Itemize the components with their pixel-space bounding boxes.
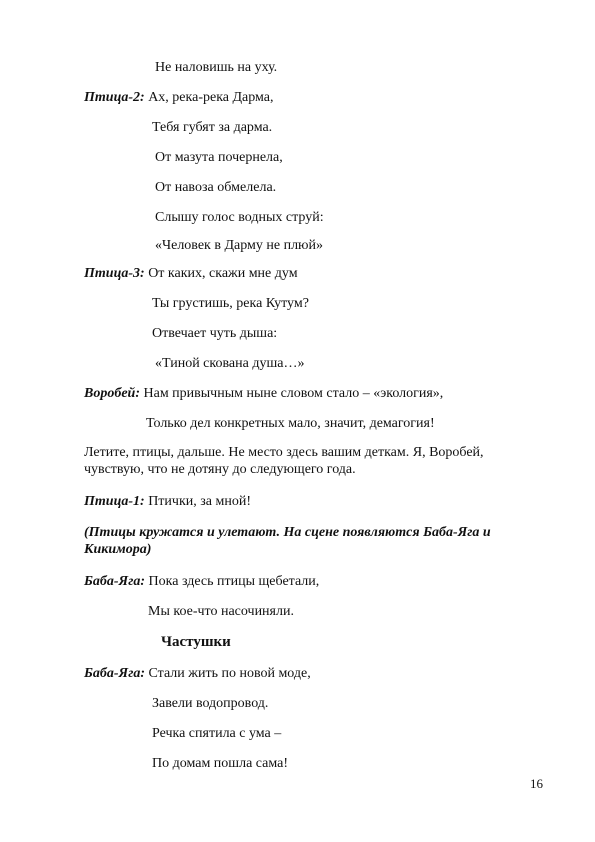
verse-line: Завели водопровод. [152, 696, 269, 711]
verse-line: Слышу голос водных струй: [155, 210, 324, 225]
verse-text: От каких, скажи мне дум [148, 266, 298, 281]
speaker-name: Птица-3: [84, 266, 145, 281]
speaker-line [84, 90, 274, 106]
verse-line: Отвечает чуть дыша: [152, 326, 278, 341]
speaker-line [84, 666, 311, 682]
verse-line: От навоза обмелела. [155, 180, 277, 195]
section-heading: Частушки [161, 634, 231, 650]
verse-line: Мы кое-что насочиняли. [148, 604, 294, 619]
verse-text: Пока здесь птицы щебетали, [148, 574, 320, 589]
verse-text: Стали жить по новой моде, [148, 666, 311, 681]
verse-text: Нам привычным ныне словом стало – «экология», [143, 386, 444, 401]
speaker-name: Баба-Яга: [84, 666, 146, 681]
verse-text: Ах, река-река Дарма, [148, 90, 274, 105]
verse-line: «Тиной скована душа…» [155, 356, 305, 371]
speaker-name: Воробей: [84, 386, 140, 401]
verse-line: Не наловишь на уху. [155, 60, 278, 75]
speaker-name: Баба-Яга: [84, 574, 146, 589]
speaker-line [84, 266, 298, 282]
speaker-line [84, 386, 443, 402]
stage-direction: (Птицы кружатся и улетают. На сцене появляются Баба-Яга и Кикимора) [84, 525, 491, 557]
verse-line: От мазута почернела, [155, 150, 283, 165]
verse-line: «Человек в Дарму не плюй» [155, 238, 323, 253]
verse-line: По домам пошла сама! [152, 756, 289, 771]
speaker-line [84, 494, 251, 510]
prose-paragraph: Летите, птицы, дальше. Не место здесь вашим деткам. Я, Воробей, чувствую, что не дотяну до следующего года. [84, 445, 484, 477]
speaker-name: Птица-2: [84, 90, 145, 105]
page-number: 16 [530, 776, 543, 791]
verse-line: Тебя губят за дарма. [152, 120, 273, 135]
speaker-name: Птица-1: [84, 494, 145, 509]
verse-line: Только дел конкретных мало, значит, демагогия! [146, 416, 435, 431]
verse-line: Ты грустишь, река Кутум? [152, 296, 309, 311]
verse-text: Птички, за мной! [148, 494, 251, 509]
speaker-line [84, 574, 319, 590]
verse-line: Речка спятила с ума – [152, 726, 282, 741]
